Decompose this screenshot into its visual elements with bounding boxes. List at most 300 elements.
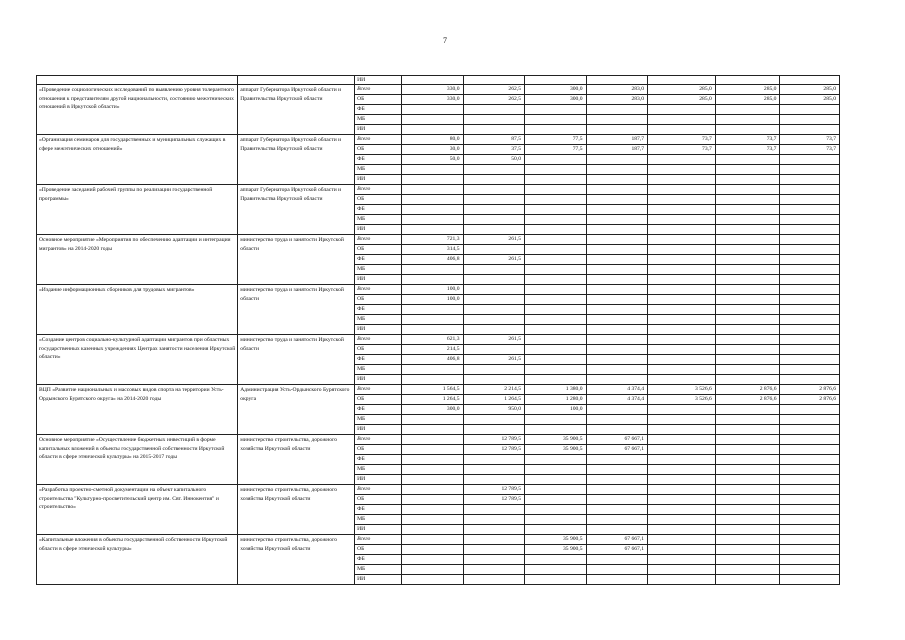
funding-source: Всего [355, 535, 402, 545]
amount-cell [648, 415, 716, 425]
amount-cell [401, 555, 463, 565]
amount-cell [525, 495, 587, 505]
funding-source: ФБ [355, 355, 402, 365]
amount-cell: 314,5 [401, 245, 463, 255]
amount-cell [715, 245, 780, 255]
amount-cell [525, 565, 587, 575]
activity-name: «Капитальные вложения в объекты государственной собственности Иркутской области в сфере этнической культуры» [37, 535, 238, 585]
amount-cell [586, 285, 648, 295]
amount-cell [648, 235, 716, 245]
funding-source: МБ [355, 315, 402, 325]
amount-cell [401, 505, 463, 515]
amount-cell [648, 245, 716, 255]
amount-cell [401, 185, 463, 195]
amount-cell [463, 365, 525, 375]
amount-cell: 50,0 [463, 155, 525, 165]
amount-cell: 261,5 [463, 335, 525, 345]
table-row [37, 85, 840, 95]
amount-cell [715, 445, 780, 455]
amount-cell [401, 515, 463, 525]
funding-source: ИИ [355, 475, 402, 485]
amount-cell [586, 305, 648, 315]
executor: аппарат Губернатора Иркутской области и Правительства Иркутской области [238, 185, 355, 235]
funding-source: Всего [355, 85, 402, 95]
amount-cell [401, 325, 463, 335]
amount-cell [525, 355, 587, 365]
amount-cell [463, 315, 525, 325]
amount-cell [586, 515, 648, 525]
executor: аппарат Губернатора Иркутской области и Правительства Иркутской области [238, 85, 355, 135]
amount-cell [586, 525, 648, 535]
amount-cell [401, 415, 463, 425]
amount-cell [648, 575, 716, 585]
amount-cell: 100,0 [401, 295, 463, 305]
amount-cell: 1 564,5 [401, 385, 463, 395]
amount-cell [715, 405, 780, 415]
funding-source: ИИ [355, 575, 402, 585]
amount-cell [586, 245, 648, 255]
amount-cell: 2 876,6 [715, 385, 780, 395]
amount-cell: 35 900,5 [525, 545, 587, 555]
amount-cell [401, 205, 463, 215]
amount-cell [715, 195, 780, 205]
amount-cell [780, 545, 840, 555]
amount-cell [780, 565, 840, 575]
amount-cell: 73,7 [648, 145, 716, 155]
amount-cell [715, 495, 780, 505]
amount-cell [525, 225, 587, 235]
amount-cell [586, 225, 648, 235]
amount-cell [525, 465, 587, 475]
amount-cell [463, 575, 525, 585]
amount-cell: 73,7 [648, 135, 716, 145]
amount-cell [525, 475, 587, 485]
amount-cell [586, 205, 648, 215]
amount-cell [463, 535, 525, 545]
amount-cell: 1 264,5 [401, 395, 463, 405]
amount-cell [401, 215, 463, 225]
amount-cell [401, 305, 463, 315]
amount-cell [715, 305, 780, 315]
funding-source: ФБ [355, 255, 402, 265]
amount-cell [715, 435, 780, 445]
amount-cell [715, 515, 780, 525]
amount-cell [586, 345, 648, 355]
amount-cell: 300,0 [401, 405, 463, 415]
amount-cell [586, 375, 648, 385]
amount-cell: 285,0 [715, 85, 780, 95]
amount-cell [401, 105, 463, 115]
amount-cell [715, 325, 780, 335]
amount-cell: 73,7 [715, 135, 780, 145]
amount-cell [586, 235, 648, 245]
amount-cell: 285,0 [780, 95, 840, 105]
amount-cell [586, 365, 648, 375]
amount-cell: 100,0 [525, 405, 587, 415]
funding-source: ФБ [355, 155, 402, 165]
amount-cell [780, 525, 840, 535]
amount-cell [586, 175, 648, 185]
amount-cell [586, 425, 648, 435]
funding-source: МБ [355, 465, 402, 475]
amount-cell: 35 900,5 [525, 435, 587, 445]
amount-cell [780, 325, 840, 335]
amount-cell [715, 425, 780, 435]
amount-cell [715, 465, 780, 475]
amount-cell [586, 295, 648, 305]
amount-cell [648, 485, 716, 495]
amount-cell [463, 305, 525, 315]
amount-cell [586, 505, 648, 515]
amount-cell [586, 405, 648, 415]
amount-cell [648, 435, 716, 445]
amount-cell [401, 125, 463, 135]
funding-source: ФБ [355, 205, 402, 215]
amount-cell [525, 115, 587, 125]
amount-cell [401, 575, 463, 585]
amount-cell [525, 425, 587, 435]
funding-source: ИИ [355, 125, 402, 135]
amount-cell [715, 415, 780, 425]
amount-cell: 300,0 [525, 85, 587, 95]
amount-cell [780, 105, 840, 115]
budget-table [36, 75, 840, 585]
amount-cell [401, 465, 463, 475]
amount-cell [525, 365, 587, 375]
amount-cell [586, 465, 648, 475]
amount-cell [463, 545, 525, 555]
amount-cell [463, 525, 525, 535]
amount-cell: 285,0 [648, 95, 716, 105]
amount-cell [780, 365, 840, 375]
executor: аппарат Губернатора Иркутской области и Правительства Иркутской области [238, 135, 355, 185]
amount-cell: 2 214,5 [463, 385, 525, 395]
table-row [37, 285, 840, 295]
amount-cell [648, 125, 716, 135]
activity-name: «Организация семинаров для государственных и муниципальных служащих в сфере межэтнических отношений» [37, 135, 238, 185]
amount-cell [715, 185, 780, 195]
amount-cell [780, 165, 840, 175]
funding-source: ОБ [355, 145, 402, 155]
amount-cell [715, 275, 780, 285]
amount-cell [648, 345, 716, 355]
amount-cell [463, 275, 525, 285]
amount-cell [525, 245, 587, 255]
table-row-top [37, 76, 840, 85]
activity-name: «Издание информационных сборников для трудовых мигрантов» [37, 285, 238, 335]
executor: министерство строительства, дорожного хозяйства Иркутской области [238, 435, 355, 485]
amount-cell [463, 215, 525, 225]
amount-cell: 12 789,5 [463, 435, 525, 445]
amount-cell [586, 575, 648, 585]
amount-cell: 285,0 [780, 85, 840, 95]
amount-cell [586, 355, 648, 365]
amount-cell: 35 900,5 [525, 445, 587, 455]
amount-cell: 35 900,5 [525, 535, 587, 545]
amount-cell [780, 185, 840, 195]
table-row [37, 535, 840, 545]
amount-cell [525, 505, 587, 515]
funding-source: ФБ [355, 455, 402, 465]
funding-source: МБ [355, 565, 402, 575]
funding-source: ОБ [355, 445, 402, 455]
amount-cell [715, 255, 780, 265]
amount-cell [463, 295, 525, 305]
amount-cell [463, 565, 525, 575]
amount-cell [586, 485, 648, 495]
funding-source: МБ [355, 215, 402, 225]
source-label: ИИ [355, 76, 402, 85]
amount-cell [586, 265, 648, 275]
amount-cell [401, 425, 463, 435]
table-row [37, 135, 840, 145]
amount-cell [401, 565, 463, 575]
amount-cell [648, 495, 716, 505]
amount-cell [715, 335, 780, 345]
amount-cell [525, 265, 587, 275]
amount-cell [525, 485, 587, 495]
amount-cell: 721,3 [401, 235, 463, 245]
amount-cell [401, 485, 463, 495]
amount-cell [401, 315, 463, 325]
amount-cell: 4 374,4 [586, 395, 648, 405]
amount-cell [586, 185, 648, 195]
amount-cell [586, 275, 648, 285]
amount-cell: 261,5 [463, 355, 525, 365]
amount-cell [780, 425, 840, 435]
amount-cell: 1 280,0 [525, 395, 587, 405]
amount-cell [780, 405, 840, 415]
funding-source: ФБ [355, 105, 402, 115]
amount-cell [780, 305, 840, 315]
amount-cell: 67 667,1 [586, 445, 648, 455]
amount-cell [586, 455, 648, 465]
amount-cell [463, 185, 525, 195]
amount-cell [780, 575, 840, 585]
amount-cell [463, 225, 525, 235]
executor: министерство труда и занятости Иркутской области [238, 285, 355, 335]
amount-cell [463, 195, 525, 205]
amount-cell [780, 245, 840, 255]
activity-name: Основное мероприятие «Мероприятия по обеспечению адаптации и интеграции мигрантов» на 2014-2020 годы [37, 235, 238, 285]
funding-source: ФБ [355, 405, 402, 415]
amount-cell [780, 285, 840, 295]
amount-cell: 261,5 [463, 235, 525, 245]
amount-cell [780, 295, 840, 305]
amount-cell [401, 525, 463, 535]
amount-cell [463, 465, 525, 475]
amount-cell [525, 125, 587, 135]
funding-source: ИИ [355, 225, 402, 235]
amount-cell [648, 555, 716, 565]
funding-source: Всего [355, 335, 402, 345]
amount-cell [780, 205, 840, 215]
amount-cell: 187,7 [586, 145, 648, 155]
funding-source: ОБ [355, 195, 402, 205]
funding-source: ФБ [355, 305, 402, 315]
amount-cell [648, 275, 716, 285]
executor: Администрация Усть-Ордынского Бурятского округа [238, 385, 355, 435]
amount-cell: 1 264,5 [463, 395, 525, 405]
amount-cell [401, 115, 463, 125]
amount-cell [401, 275, 463, 285]
amount-cell: 12 789,5 [463, 445, 525, 455]
amount-cell [648, 455, 716, 465]
amount-cell [648, 255, 716, 265]
amount-cell [715, 525, 780, 535]
amount-cell [648, 515, 716, 525]
funding-source: ИИ [355, 525, 402, 535]
amount-cell [715, 475, 780, 485]
amount-cell [780, 265, 840, 275]
funding-source: Всего [355, 135, 402, 145]
amount-cell [715, 575, 780, 585]
table-row [37, 185, 840, 195]
amount-cell [525, 515, 587, 525]
activity-name: «Разработка проектно-сметной документации на объект капитального строительства "Культурно-просветительский центр им. Свт. Иннокентия" и строительство» [37, 485, 238, 535]
amount-cell [715, 315, 780, 325]
amount-cell [648, 565, 716, 575]
amount-cell [648, 225, 716, 235]
funding-source: МБ [355, 265, 402, 275]
amount-cell [648, 295, 716, 305]
amount-cell [525, 165, 587, 175]
amount-cell [780, 375, 840, 385]
amount-cell [463, 325, 525, 335]
funding-source: МБ [355, 365, 402, 375]
amount-cell [648, 545, 716, 555]
amount-cell [401, 535, 463, 545]
amount-cell [648, 535, 716, 545]
amount-cell [715, 365, 780, 375]
amount-cell [586, 495, 648, 505]
amount-cell [401, 495, 463, 505]
funding-source: ИИ [355, 375, 402, 385]
amount-cell [648, 525, 716, 535]
amount-cell [648, 285, 716, 295]
amount-cell: 73,7 [780, 135, 840, 145]
amount-cell [525, 175, 587, 185]
amount-cell [648, 355, 716, 365]
amount-cell [463, 265, 525, 275]
amount-cell [648, 175, 716, 185]
amount-cell [715, 455, 780, 465]
amount-cell [525, 555, 587, 565]
amount-cell [525, 525, 587, 535]
amount-cell [401, 545, 463, 555]
amount-cell [715, 535, 780, 545]
funding-source: Всего [355, 435, 402, 445]
amount-cell [648, 505, 716, 515]
amount-cell [586, 165, 648, 175]
page-number: 7 [443, 36, 447, 45]
amount-cell [525, 205, 587, 215]
amount-cell [525, 335, 587, 345]
amount-cell: 80,0 [401, 135, 463, 145]
amount-cell [648, 305, 716, 315]
table-row [37, 385, 840, 395]
amount-cell [648, 325, 716, 335]
amount-cell: 283,0 [586, 95, 648, 105]
funding-source: ИИ [355, 175, 402, 185]
amount-cell [648, 215, 716, 225]
amount-cell: 50,0 [401, 155, 463, 165]
amount-cell [780, 555, 840, 565]
amount-cell [648, 465, 716, 475]
amount-cell [648, 205, 716, 215]
amount-cell [715, 565, 780, 575]
amount-cell: 100,0 [401, 285, 463, 295]
amount-cell [463, 285, 525, 295]
amount-cell: 4 374,4 [586, 385, 648, 395]
amount-cell: 3 526,6 [648, 395, 716, 405]
amount-cell [648, 475, 716, 485]
table-row [37, 485, 840, 495]
amount-cell: 406,8 [401, 255, 463, 265]
empty-cell [238, 76, 355, 85]
amount-cell [525, 155, 587, 165]
table-row [37, 235, 840, 245]
amount-cell [525, 315, 587, 325]
amount-cell [586, 335, 648, 345]
amount-cell [715, 345, 780, 355]
amount-cell [715, 205, 780, 215]
amount-cell: 67 667,1 [586, 435, 648, 445]
amount-cell: 73,7 [715, 145, 780, 155]
amount-cell [648, 315, 716, 325]
amount-cell [463, 475, 525, 485]
amount-cell [463, 375, 525, 385]
funding-source: ИИ [355, 425, 402, 435]
amount-cell [780, 115, 840, 125]
amount-cell [463, 165, 525, 175]
amount-cell [780, 315, 840, 325]
amount-cell [525, 255, 587, 265]
amount-cell: 3 526,6 [648, 385, 716, 395]
amount-cell: 73,7 [780, 145, 840, 155]
amount-cell [525, 235, 587, 245]
amount-cell [525, 575, 587, 585]
amount-cell [648, 195, 716, 205]
amount-cell [780, 155, 840, 165]
amount-cell [780, 175, 840, 185]
amount-cell [715, 175, 780, 185]
amount-cell [401, 455, 463, 465]
amount-cell: 406,8 [401, 355, 463, 365]
amount-cell [648, 115, 716, 125]
amount-cell: 285,0 [715, 95, 780, 105]
amount-cell [401, 445, 463, 455]
funding-source: ОБ [355, 545, 402, 555]
amount-cell: 2 876,6 [780, 385, 840, 395]
amount-cell [715, 295, 780, 305]
funding-source: ИИ [355, 275, 402, 285]
amount-cell [463, 505, 525, 515]
amount-cell [463, 125, 525, 135]
amount-cell [648, 105, 716, 115]
amount-cell: 2 876,6 [715, 395, 780, 405]
amount-cell [715, 265, 780, 275]
amount-cell [715, 485, 780, 495]
amount-cell [780, 485, 840, 495]
amount-cell [780, 255, 840, 265]
amount-cell: 87,5 [463, 135, 525, 145]
amount-cell [586, 125, 648, 135]
amount-cell [525, 285, 587, 295]
amount-cell [586, 315, 648, 325]
amount-cell [780, 345, 840, 355]
amount-cell [525, 215, 587, 225]
